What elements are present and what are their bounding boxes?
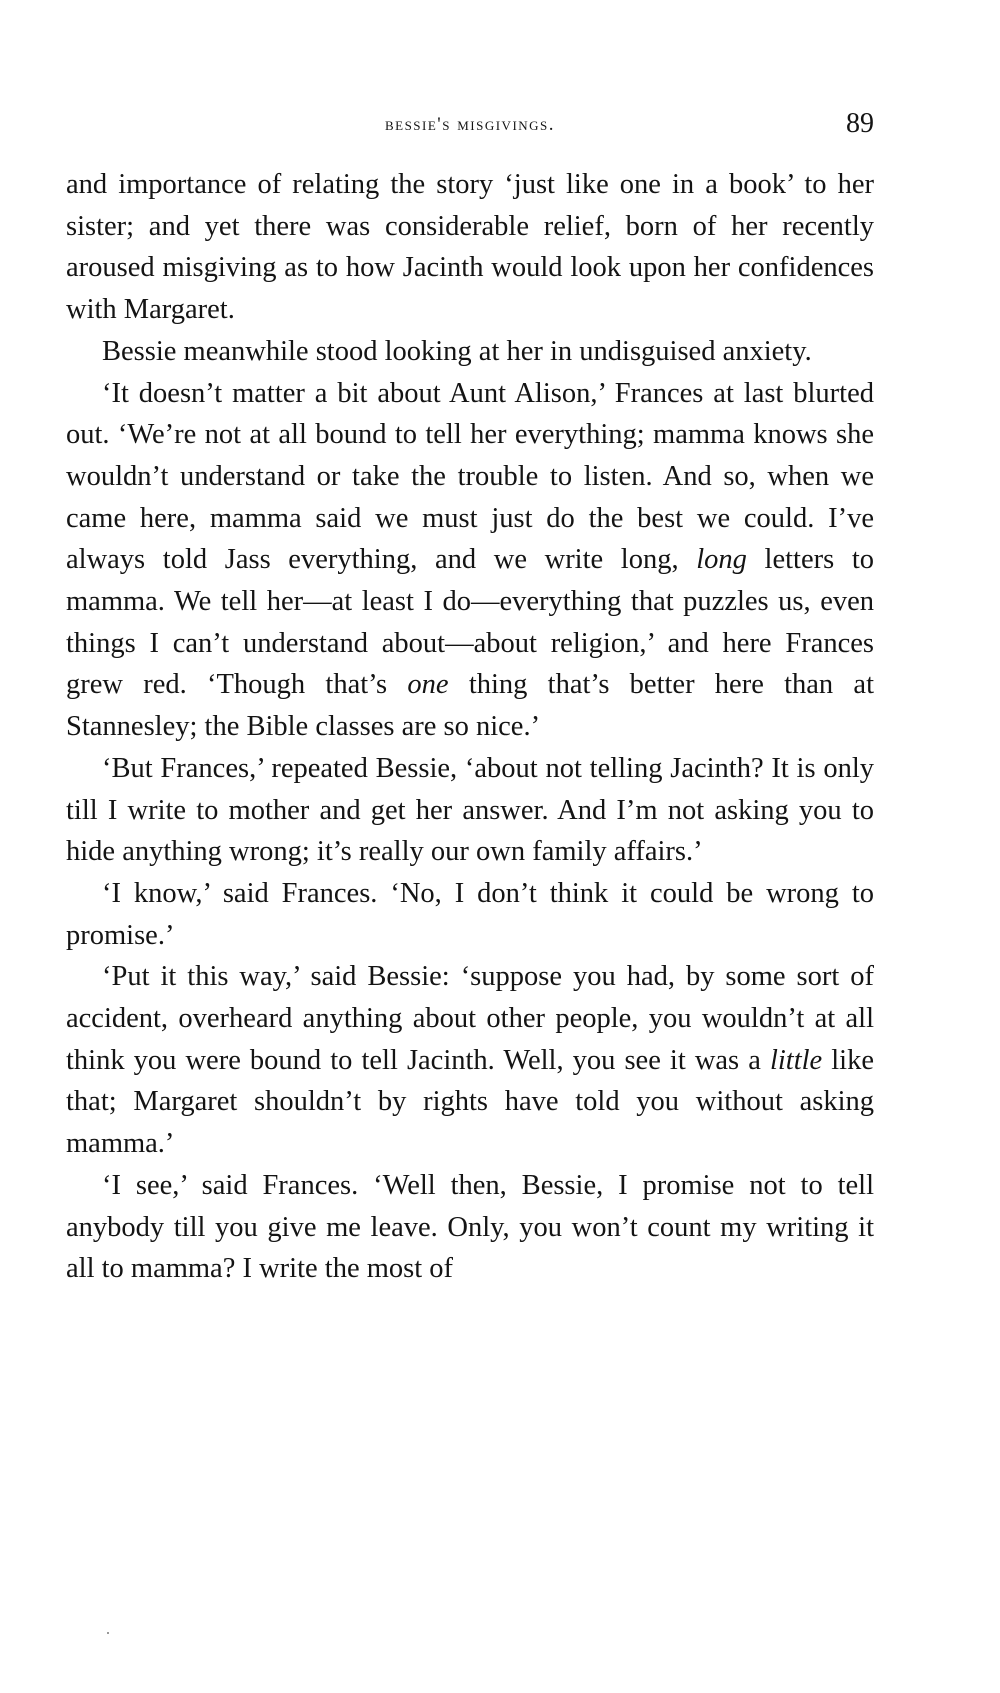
italic-text: long [696, 544, 747, 576]
text-segment: ‘But Frances,’ repeated Bessie, ‘about not telling Jacinth? It is only till I write to mother and get her answer. And I’m not asking you to hide anything wrong; it’s really our own family affairs.’ [66, 752, 874, 868]
body-text [66, 164, 874, 1290]
paragraph [66, 164, 874, 331]
book-page [66, 108, 874, 1290]
running-title: bessie's misgivings. [384, 114, 556, 135]
paragraph [66, 748, 874, 873]
paragraph [66, 956, 874, 1165]
paragraph [66, 873, 874, 956]
running-head [66, 108, 874, 148]
page-number: 89 [846, 108, 874, 139]
italic-text: little [769, 1044, 823, 1076]
paper-speck [107, 1632, 109, 1634]
text-segment: ‘It doesn’t matter a bit about Aunt Alison,’ Frances at last blurted out. ‘We’re not at all bound to tell her everything; mamma knows she wouldn’t understand or take the trouble to listen. And so, when we came here, mamma said we must just do the best we could. I’ve always told Jass everything, and we write long, [66, 377, 874, 576]
text-segment: letters to mamma. We tell her—at least I do—everything that puzzles us, even things I can’t understand about—about religion,’ and here Frances grew red. ‘Though that’s [66, 544, 874, 701]
text-segment: like that; Margaret shouldn’t by rights have told you without asking mamma.’ [66, 1044, 874, 1160]
text-segment: thing that’s better here than at Stannesley; the Bible classes are so nice.’ [66, 669, 874, 743]
text-segment: and importance of relating the story ‘just like one in a book’ to her sister; and yet there was considerable relief, born of her recently aroused misgiving as to how Jacinth would look upon her confidences with Margaret. [66, 169, 874, 326]
text-segment: Bessie meanwhile stood looking at her in undisguised anxiety. [102, 335, 812, 367]
paragraph [66, 373, 874, 748]
paragraph [66, 1165, 874, 1290]
text-segment: ‘Put it this way,’ said Bessie: ‘suppose you had, by some sort of accident, overheard anything about other people, you wouldn’t at all think you were bound to tell Jacinth. Well, you see it was a [66, 961, 874, 1076]
italic-text: one [407, 669, 449, 701]
paragraph [66, 331, 874, 373]
text-segment: ‘I know,’ said Frances. ‘No, I don’t think it could be wrong to promise.’ [66, 877, 874, 951]
text-segment: ‘I see,’ said Frances. ‘Well then, Bessie, I promise not to tell anybody till you give me leave. Only, you won’t count my writing it all to mamma? I write the most of [66, 1169, 874, 1285]
